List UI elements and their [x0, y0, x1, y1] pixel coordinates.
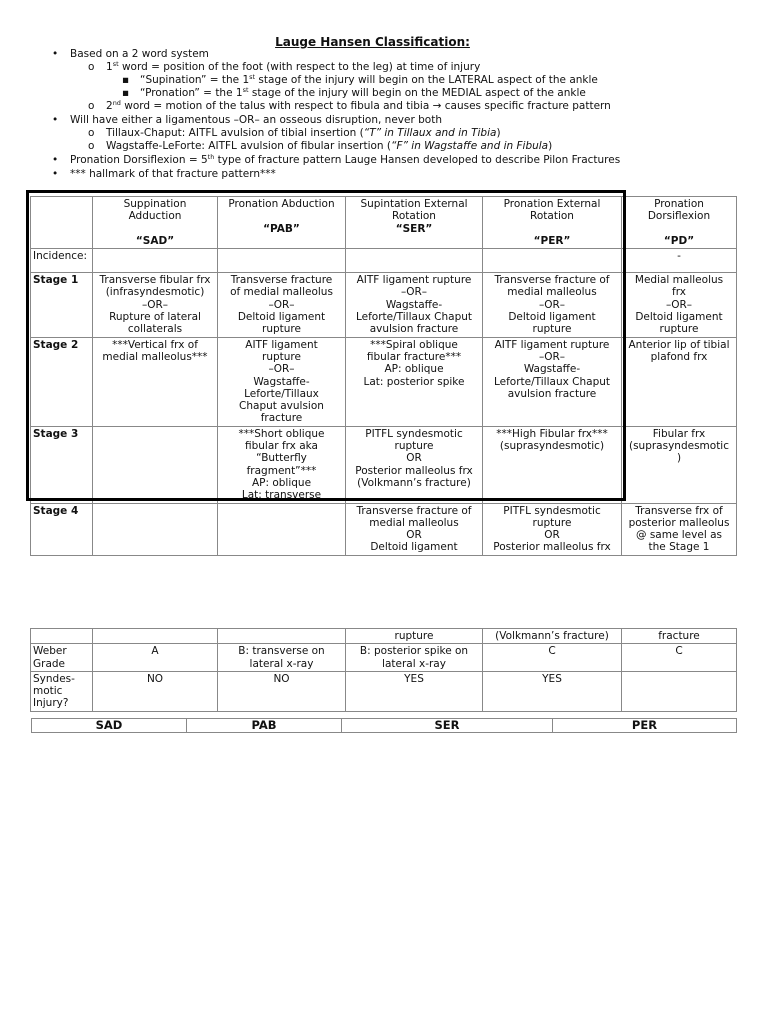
table-cell: AITF ligament rupture –OR– Wagstaffe- Leforte/Tillaux Chaput avulsion fracture — [483, 337, 622, 426]
row-label: Stage 4 — [31, 503, 93, 555]
header-pab: Pronation Abduction “PAB” — [218, 197, 346, 249]
circle-bullet-icon: o — [88, 100, 95, 112]
table-row-stage3 — [31, 426, 737, 503]
classification-table — [30, 196, 737, 556]
summary-cell: PER — [553, 719, 737, 733]
table-cell: rupture — [346, 629, 483, 644]
circle-bullet-icon: o — [88, 127, 95, 139]
row-label: Weber Grade — [31, 644, 93, 672]
bullet-icon: • — [52, 48, 59, 60]
document-title: Lauge Hansen Classification: — [275, 35, 470, 49]
summary-cell: PAB — [187, 719, 342, 733]
table-cell: Transverse fibular frx (infrasyndesmotic) –OR– Rupture of lateral collaterals — [93, 273, 218, 337]
header-sad: Suppination Adduction “SAD” — [93, 197, 218, 249]
header-per: Pronation External Rotation “PER” — [483, 197, 622, 249]
table-cell — [93, 426, 218, 503]
table-cell: AITF ligament rupture –OR– Wagstaffe- Leforte/Tillaux Chaput avulsion fracture — [218, 337, 346, 426]
circle-bullet-icon: o — [88, 140, 95, 152]
summary-cell: SAD — [32, 719, 187, 733]
bullet-icon: • — [52, 154, 59, 166]
table-cell: Transverse frx of posterior malleolus @ same level as the Stage 1 — [622, 503, 737, 555]
corner-cell — [31, 197, 93, 249]
table-row-continued — [31, 629, 737, 644]
table-row-syndesmotic — [31, 671, 737, 711]
table-cell: NO — [93, 671, 218, 711]
table-cell: Fibular frx (suprasyndesmotic ) — [622, 426, 737, 503]
list-item: Tillaux-Chaput: AITFL avulsion of tibial insertion (“T” in Tillaux and in Tibia) — [106, 127, 501, 139]
table-cell: ***Vertical frx of medial malleolus*** — [93, 337, 218, 426]
table-cell: A — [93, 644, 218, 672]
table-cell — [218, 503, 346, 555]
bullet-icon: • — [52, 168, 59, 180]
summary-table — [31, 718, 737, 733]
right-arrow-icon: → — [432, 100, 442, 112]
table-cell: Anterior lip of tibial plafond frx — [622, 337, 737, 426]
row-label: Stage 1 — [31, 273, 93, 337]
table-cell: NO — [218, 671, 346, 711]
circle-bullet-icon: o — [88, 61, 95, 73]
table-row-weber — [31, 644, 737, 672]
table-cell: fracture — [622, 629, 737, 644]
table-cell: ***Short oblique fibular frx aka “Butterfly fragment”*** AP: oblique Lat: transverse — [218, 426, 346, 503]
table-cell: AITF ligament rupture –OR– Wagstaffe- Leforte/Tillaux Chaput avulsion fracture — [346, 273, 483, 337]
continuation-table — [30, 628, 737, 712]
table-cell — [93, 503, 218, 555]
table-cell: PITFL syndesmotic rupture OR Posterior malleolus frx — [483, 503, 622, 555]
row-label: Stage 3 — [31, 426, 93, 503]
table-cell: PITFL syndesmotic rupture OR Posterior malleolus frx (Volkmann’s fracture) — [346, 426, 483, 503]
table-cell: - — [622, 249, 737, 273]
list-item: 2nd word = motion of the talus with respect to fibula and tibia → causes specific fracture pattern — [106, 99, 611, 112]
list-item: *** hallmark of that fracture pattern*** — [70, 168, 276, 180]
table-cell: YES — [483, 671, 622, 711]
bullet-icon: • — [52, 114, 59, 126]
header-pd: Pronation Dorsiflexion “PD” — [622, 197, 737, 249]
table-cell: ***Spiral oblique fibular fracture*** AP: oblique Lat: posterior spike — [346, 337, 483, 426]
table-header-row — [31, 197, 737, 249]
table-row-stage4 — [31, 503, 737, 555]
list-item: “Supination” = the 1st stage of the injury will begin on the LATERAL aspect of the ankle — [140, 73, 598, 86]
header-ser: Supintation External Rotation “SER” — [346, 197, 483, 249]
summary-row — [32, 719, 737, 733]
row-label: Incidence: — [31, 249, 93, 273]
summary-cell: SER — [342, 719, 553, 733]
table-row-stage1 — [31, 273, 737, 337]
table-cell: C — [622, 644, 737, 672]
square-bullet-icon: ▪ — [122, 74, 130, 86]
table-cell: Transverse fracture of medial malleolus –OR– Deltoid ligament rupture — [483, 273, 622, 337]
list-item: Pronation Dorsiflexion = 5th type of fracture pattern Lauge Hansen developed to describe Pilon Fractures — [70, 153, 621, 166]
table-cell — [622, 671, 737, 711]
list-item: 1st word = position of the foot (with respect to the leg) at time of injury — [106, 60, 481, 73]
table-row-incidence — [31, 249, 737, 273]
square-bullet-icon: ▪ — [122, 87, 130, 99]
table-cell: C — [483, 644, 622, 672]
table-cell: B: posterior spike on lateral x-ray — [346, 644, 483, 672]
table-row-stage2 — [31, 337, 737, 426]
row-label: Stage 2 — [31, 337, 93, 426]
list-item: “Pronation” = the 1st stage of the injury will begin on the MEDIAL aspect of the ankle — [140, 86, 586, 99]
table-cell: ***High Fibular frx*** (suprasyndesmotic) — [483, 426, 622, 503]
table-cell: Transverse fracture of medial malleolus –OR– Deltoid ligament rupture — [218, 273, 346, 337]
table-cell: (Volkmann’s fracture) — [483, 629, 622, 644]
table-cell: Medial malleolus frx –OR– Deltoid ligament rupture — [622, 273, 737, 337]
list-item: Wagstaffe-LeForte: AITFL avulsion of fibular insertion (“F” in Wagstaffe and in Fibula) — [106, 140, 553, 152]
list-item: Based on a 2 word system — [70, 48, 209, 60]
table-cell: B: transverse on lateral x-ray — [218, 644, 346, 672]
list-item: Will have either a ligamentous –OR– an osseous disruption, never both — [70, 114, 442, 126]
table-cell: YES — [346, 671, 483, 711]
table-cell: Transverse fracture of medial malleolus OR Deltoid ligament — [346, 503, 483, 555]
row-label: Syndes- motic Injury? — [31, 671, 93, 711]
